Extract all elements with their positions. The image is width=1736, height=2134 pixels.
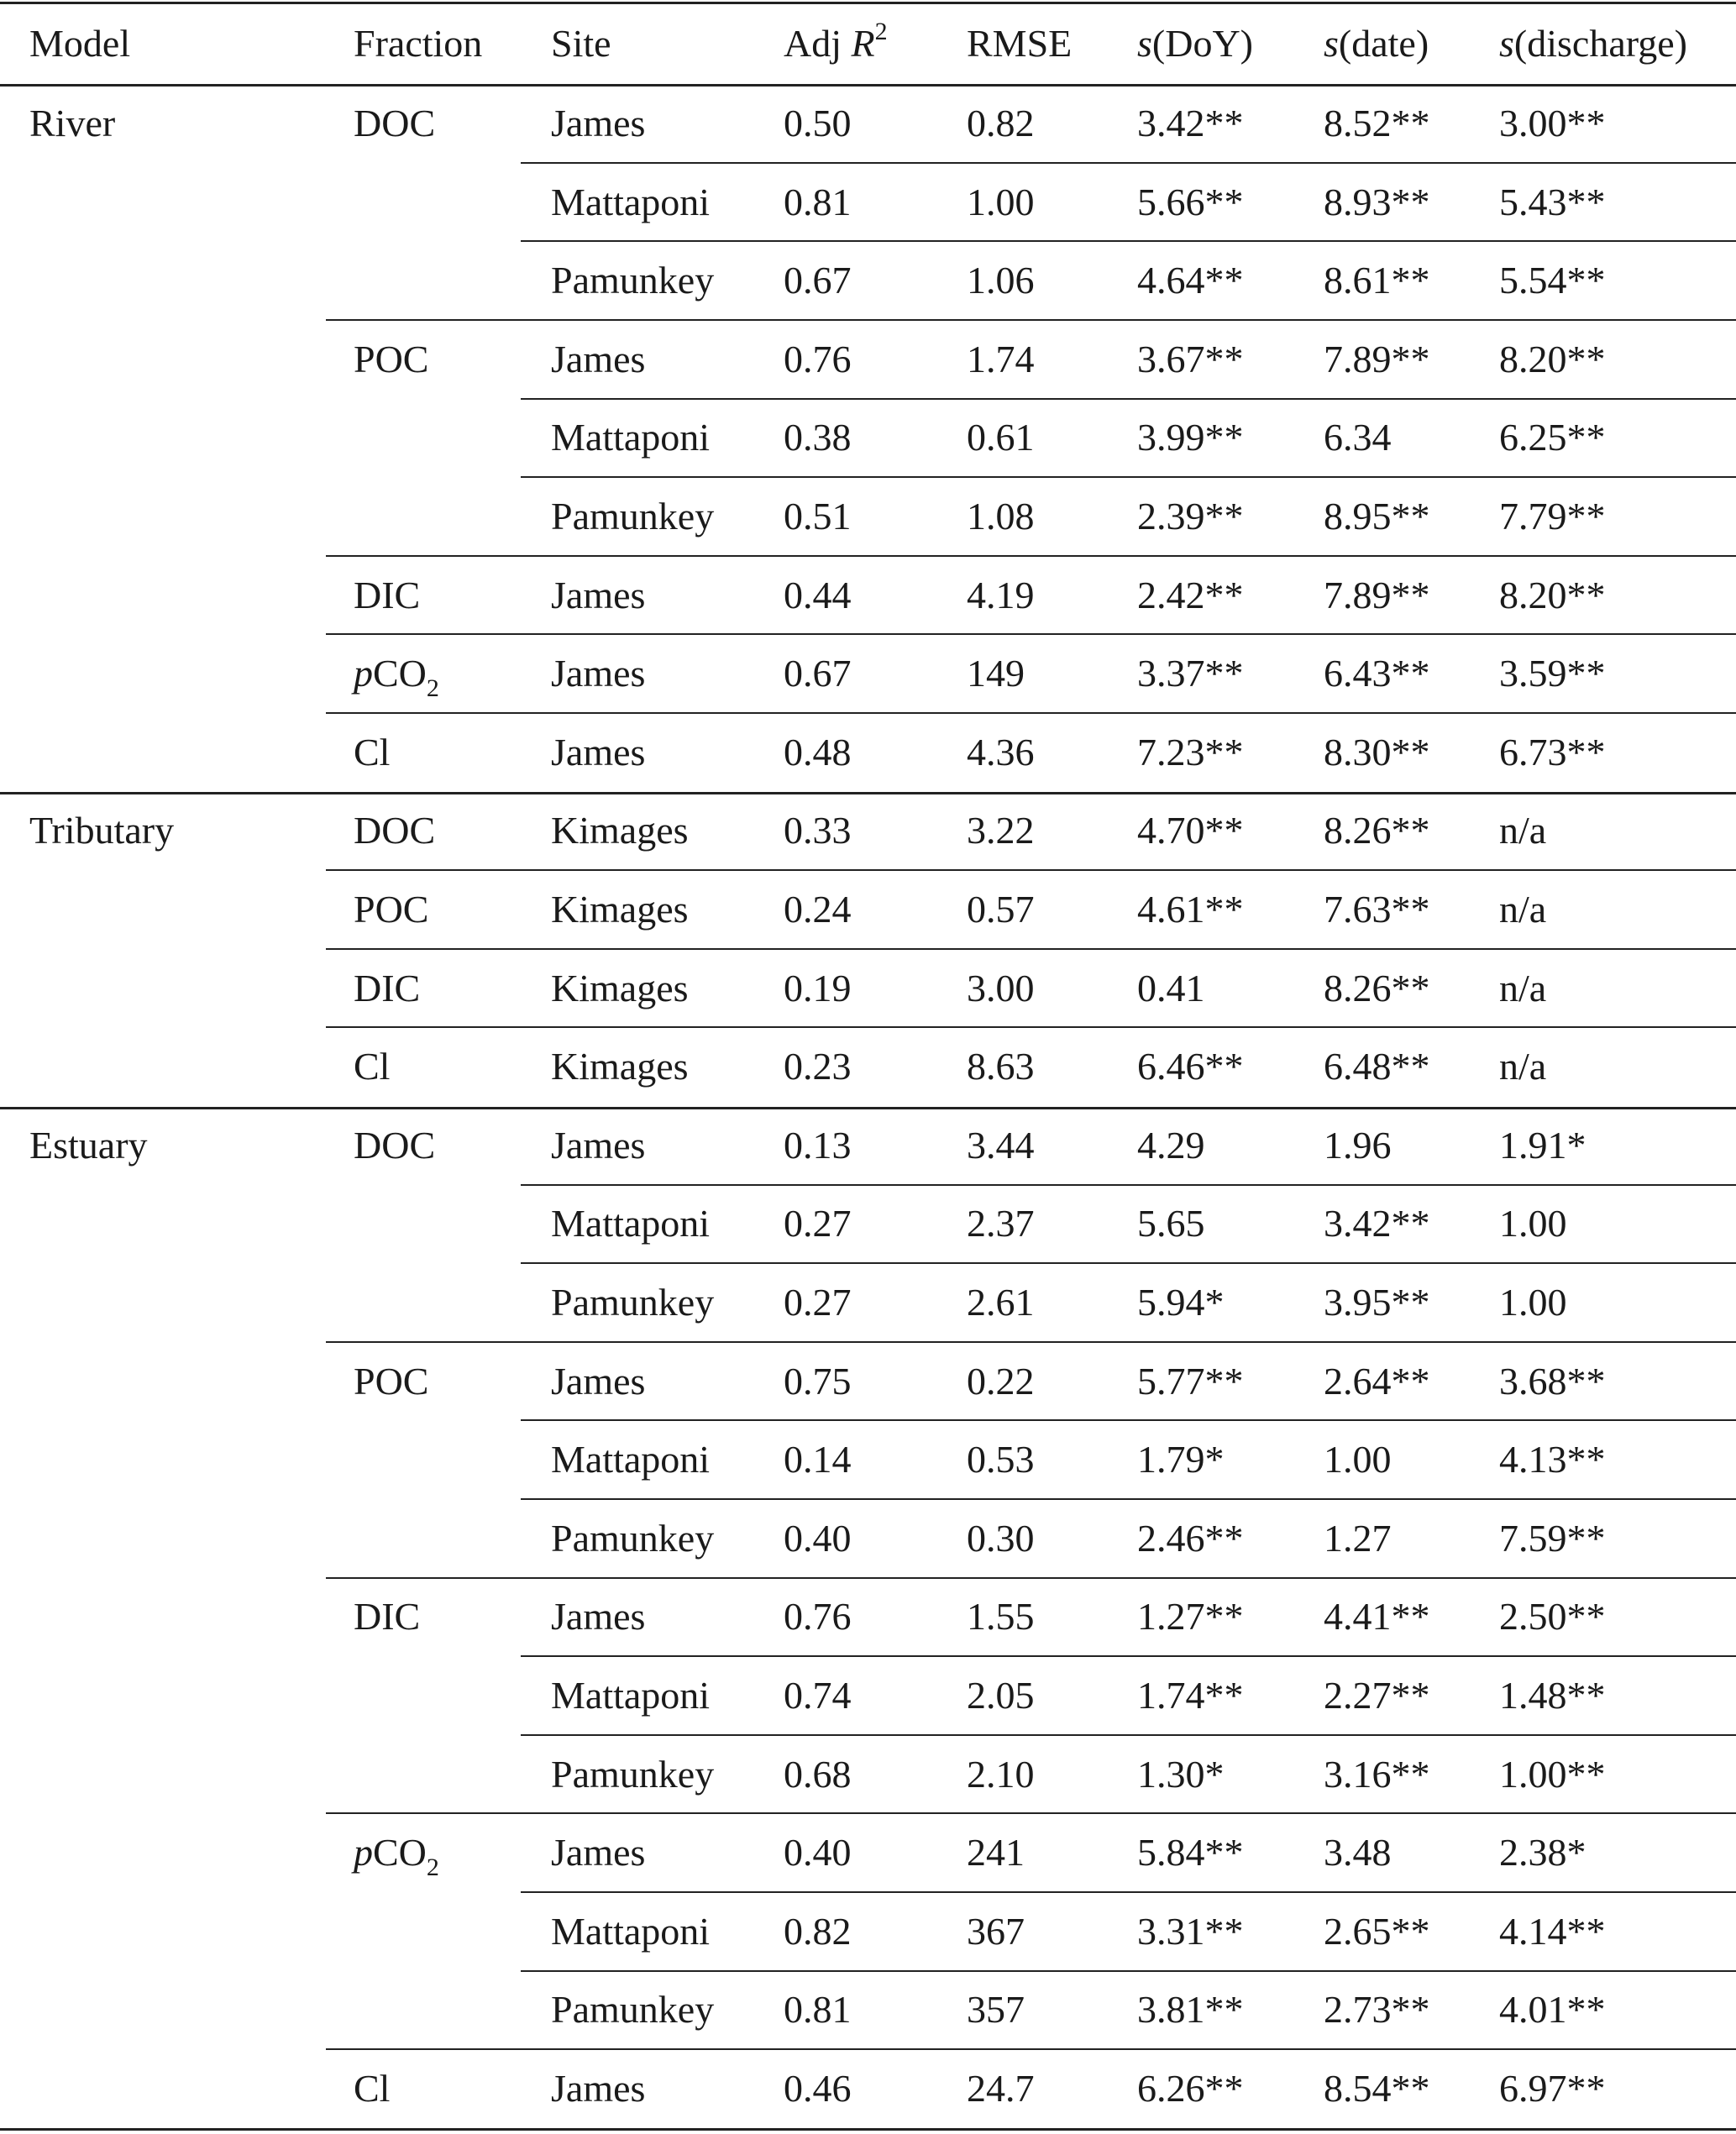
table-cell-s_doy: 1.30* xyxy=(1137,1752,1225,1796)
table-cell-s_date: 2.73** xyxy=(1324,1988,1430,2032)
fraction-label: DIC xyxy=(354,1595,421,1639)
table-cell-s_doy: 1.74** xyxy=(1137,1674,1244,1717)
table-cell-s_discharge: 4.14** xyxy=(1499,1909,1606,1953)
fraction-label: Cl xyxy=(354,1045,391,1088)
table-cell-s_doy: 2.39** xyxy=(1137,495,1244,537)
model-label: Estuary xyxy=(29,1123,148,1167)
header-rmse: RMSE xyxy=(967,22,1073,65)
table-cell-adj_r2: 0.82 xyxy=(784,1909,852,1953)
fraction-label: DOC xyxy=(354,809,436,852)
table-cell-rmse: 1.74 xyxy=(967,337,1035,380)
table-cell-adj_r2: 0.40 xyxy=(784,1516,852,1560)
table-cell-s_doy: 5.84** xyxy=(1137,1831,1244,1874)
table-cell-s_discharge: 8.20** xyxy=(1499,337,1606,380)
table-cell-site: James xyxy=(551,337,646,380)
table-cell-rmse: 2.37 xyxy=(967,1202,1035,1245)
table-cell-adj_r2: 0.51 xyxy=(784,495,852,537)
table-cell-s_date: 3.48 xyxy=(1324,1831,1392,1874)
site-rule xyxy=(521,1970,1736,1972)
table-cell-s_doy: 6.46** xyxy=(1137,1045,1244,1088)
table-cell-s_doy: 7.23** xyxy=(1137,730,1244,773)
table-cell-rmse: 1.06 xyxy=(967,259,1035,302)
table-cell-adj_r2: 0.24 xyxy=(784,888,852,931)
table-cell-rmse: 2.05 xyxy=(967,1674,1035,1717)
table-cell-site: James xyxy=(551,652,646,695)
table-cell-s_discharge: n/a xyxy=(1499,1045,1547,1088)
table-cell-s_doy: 2.42** xyxy=(1137,573,1244,616)
fraction-rule xyxy=(326,1577,1736,1579)
header-s_discharge: s(discharge) xyxy=(1499,22,1687,65)
table-cell-s_discharge: 6.73** xyxy=(1499,730,1606,773)
fraction-label: POC xyxy=(354,888,429,931)
table-cell-s_date: 7.89** xyxy=(1324,337,1430,380)
fraction-rule xyxy=(326,1026,1736,1028)
table-cell-rmse: 8.63 xyxy=(967,1045,1035,1088)
table-cell-adj_r2: 0.75 xyxy=(784,1359,852,1403)
site-rule xyxy=(521,1734,1736,1736)
table-cell-s_discharge: n/a xyxy=(1499,966,1547,1009)
table-cell-s_doy: 4.64** xyxy=(1137,259,1244,302)
table-cell-rmse: 3.00 xyxy=(967,966,1035,1009)
table-cell-site: Kimages xyxy=(551,1045,689,1088)
table-cell-s_date: 3.42** xyxy=(1324,1202,1430,1245)
table-cell-s_discharge: 3.68** xyxy=(1499,1359,1606,1403)
fraction-label: pCO$_2$ xyxy=(354,652,439,703)
fraction-label: Cl xyxy=(354,730,391,773)
table-cell-rmse: 1.55 xyxy=(967,1595,1035,1639)
table-cell-s_doy: 3.99** xyxy=(1137,416,1244,459)
table-cell-s_date: 7.63** xyxy=(1324,888,1430,931)
table-cell-s_date: 3.16** xyxy=(1324,1752,1430,1796)
table-cell-adj_r2: 0.46 xyxy=(784,2067,852,2110)
table-cell-rmse: 0.53 xyxy=(967,1438,1035,1481)
table-cell-s_discharge: 6.25** xyxy=(1499,416,1606,459)
table-cell-site: James xyxy=(551,573,646,616)
table-cell-s_doy: 5.94* xyxy=(1137,1281,1225,1324)
table-cell-adj_r2: 0.76 xyxy=(784,1595,852,1639)
table-cell-adj_r2: 0.48 xyxy=(784,730,852,773)
table-cell-site: Pamunkey xyxy=(551,259,715,302)
table-cell-adj_r2: 0.67 xyxy=(784,652,852,695)
fraction-rule xyxy=(326,633,1736,635)
group-rule xyxy=(0,792,1736,794)
table-cell-s_discharge: 5.54** xyxy=(1499,259,1606,302)
bottom-rule xyxy=(0,2128,1736,2131)
header-s_doy: s(DoY) xyxy=(1137,22,1253,65)
site-rule xyxy=(521,1262,1736,1264)
table-cell-s_discharge: 1.00 xyxy=(1499,1281,1567,1324)
fraction-label: DOC xyxy=(354,102,436,144)
table-cell-s_date: 7.89** xyxy=(1324,573,1430,616)
site-rule xyxy=(521,476,1736,478)
fraction-label: POC xyxy=(354,1359,429,1403)
table-cell-site: Pamunkey xyxy=(551,495,715,537)
table-cell-s_discharge: 8.20** xyxy=(1499,573,1606,616)
header-s_date: s(date) xyxy=(1324,22,1429,65)
table-cell-rmse: 0.82 xyxy=(967,102,1035,144)
table-cell-rmse: 0.57 xyxy=(967,888,1035,931)
table-cell-s_date: 8.54** xyxy=(1324,2067,1430,2110)
table-cell-s_date: 1.96 xyxy=(1324,1123,1392,1167)
table-cell-s_discharge: n/a xyxy=(1499,809,1547,852)
table-cell-site: Mattaponi xyxy=(551,1674,711,1717)
table-cell-site: James xyxy=(551,1595,646,1639)
site-rule xyxy=(521,1184,1736,1186)
table-cell-adj_r2: 0.14 xyxy=(784,1438,852,1481)
table-cell-rmse: 367 xyxy=(967,1909,1025,1953)
table-cell-site: James xyxy=(551,1831,646,1874)
top-rule xyxy=(0,2,1736,4)
table-cell-rmse: 0.30 xyxy=(967,1516,1035,1560)
table-cell-s_discharge: 6.97** xyxy=(1499,2067,1606,2110)
table-cell-adj_r2: 0.40 xyxy=(784,1831,852,1874)
table-cell-s_discharge: 1.00 xyxy=(1499,1202,1567,1245)
table-cell-s_discharge: 1.91* xyxy=(1499,1123,1587,1167)
table-cell-s_doy: 3.42** xyxy=(1137,102,1244,144)
table-cell-adj_r2: 0.27 xyxy=(784,1202,852,1245)
fraction-label: DIC xyxy=(354,573,421,616)
fraction-label: DOC xyxy=(354,1123,436,1167)
model-label: Tributary xyxy=(29,809,175,852)
table-cell-s_doy: 0.41 xyxy=(1137,966,1205,1009)
table-cell-s_doy: 1.79* xyxy=(1137,1438,1225,1481)
table-cell-adj_r2: 0.38 xyxy=(784,416,852,459)
fraction-rule xyxy=(326,1341,1736,1343)
table-cell-adj_r2: 0.81 xyxy=(784,180,852,223)
table-cell-adj_r2: 0.23 xyxy=(784,1045,852,1088)
table-cell-site: Mattaponi xyxy=(551,1202,711,1245)
table-cell-s_doy: 4.61** xyxy=(1137,888,1244,931)
site-rule xyxy=(521,240,1736,242)
table-cell-s_doy: 5.65 xyxy=(1137,1202,1205,1245)
table-cell-s_date: 8.26** xyxy=(1324,809,1430,852)
site-rule xyxy=(521,162,1736,164)
table-cell-rmse: 0.22 xyxy=(967,1359,1035,1403)
table-cell-site: Kimages xyxy=(551,809,689,852)
table-cell-s_date: 6.48** xyxy=(1324,1045,1430,1088)
fraction-rule xyxy=(326,1812,1736,1814)
table-cell-s_date: 8.52** xyxy=(1324,102,1430,144)
table-cell-rmse: 3.22 xyxy=(967,809,1035,852)
table-cell-adj_r2: 0.27 xyxy=(784,1281,852,1324)
table-cell-s_date: 6.43** xyxy=(1324,652,1430,695)
table-cell-s_discharge: 4.13** xyxy=(1499,1438,1606,1481)
site-rule xyxy=(521,1498,1736,1500)
table-cell-rmse: 149 xyxy=(967,652,1025,695)
table-cell-site: James xyxy=(551,2067,646,2110)
fraction-rule xyxy=(326,2048,1736,2050)
table-cell-site: James xyxy=(551,1359,646,1403)
table-cell-s_doy: 4.29 xyxy=(1137,1123,1205,1167)
table-cell-s_date: 8.95** xyxy=(1324,495,1430,537)
table-cell-site: James xyxy=(551,102,646,144)
fraction-rule xyxy=(326,319,1736,321)
fraction-label: pCO$_2$ xyxy=(354,1831,439,1882)
table-cell-s_discharge: 2.50** xyxy=(1499,1595,1606,1639)
site-rule xyxy=(521,398,1736,400)
table-cell-s_discharge: 2.38* xyxy=(1499,1831,1587,1874)
model-label: River xyxy=(29,102,116,144)
table-cell-adj_r2: 0.67 xyxy=(784,259,852,302)
table-cell-adj_r2: 0.44 xyxy=(784,573,852,616)
table-cell-rmse: 0.61 xyxy=(967,416,1035,459)
table-cell-site: Mattaponi xyxy=(551,416,711,459)
table-cell-rmse: 4.19 xyxy=(967,573,1035,616)
table-cell-site: Pamunkey xyxy=(551,1752,715,1796)
header-fraction: Fraction xyxy=(354,22,483,65)
table-cell-s_doy: 1.27** xyxy=(1137,1595,1244,1639)
table-cell-site: Mattaponi xyxy=(551,1909,711,1953)
group-rule xyxy=(0,1107,1736,1109)
table-cell-rmse: 4.36 xyxy=(967,730,1035,773)
table-cell-s_discharge: n/a xyxy=(1499,888,1547,931)
table-cell-rmse: 24.7 xyxy=(967,2067,1035,2110)
table-cell-s_date: 8.61** xyxy=(1324,259,1430,302)
table-cell-s_discharge: 1.00** xyxy=(1499,1752,1606,1796)
table-cell-s_discharge: 7.79** xyxy=(1499,495,1606,537)
table-cell-s_discharge: 3.59** xyxy=(1499,652,1606,695)
table-cell-rmse: 357 xyxy=(967,1988,1025,2032)
table-cell-s_discharge: 5.43** xyxy=(1499,180,1606,223)
table-cell-site: Kimages xyxy=(551,966,689,1009)
header-rule xyxy=(0,84,1736,87)
table-cell-s_date: 8.26** xyxy=(1324,966,1430,1009)
table-cell-site: James xyxy=(551,1123,646,1167)
table-cell-s_date: 2.27** xyxy=(1324,1674,1430,1717)
fraction-label: DIC xyxy=(354,966,421,1009)
site-rule xyxy=(521,1419,1736,1421)
site-rule xyxy=(521,1891,1736,1893)
table-cell-s_doy: 2.46** xyxy=(1137,1516,1244,1560)
table-cell-adj_r2: 0.33 xyxy=(784,809,852,852)
table-cell-s_doy: 6.26** xyxy=(1137,2067,1244,2110)
header-adj_r2: Adj $R^2$ xyxy=(784,18,888,65)
table-cell-s_doy: 3.67** xyxy=(1137,337,1244,380)
table-cell-site: Pamunkey xyxy=(551,1516,715,1560)
table-cell-adj_r2: 0.68 xyxy=(784,1752,852,1796)
table-cell-s_date: 3.95** xyxy=(1324,1281,1430,1324)
table-cell-rmse: 2.10 xyxy=(967,1752,1035,1796)
table-cell-adj_r2: 0.13 xyxy=(784,1123,852,1167)
table-cell-s_discharge: 4.01** xyxy=(1499,1988,1606,2032)
table-cell-s_discharge: 3.00** xyxy=(1499,102,1606,144)
table-cell-s_date: 8.93** xyxy=(1324,180,1430,223)
table-cell-s_discharge: 1.48** xyxy=(1499,1674,1606,1717)
table-cell-s_date: 4.41** xyxy=(1324,1595,1430,1639)
fraction-label: Cl xyxy=(354,2067,391,2110)
fraction-label: POC xyxy=(354,337,429,380)
table-cell-s_date: 8.30** xyxy=(1324,730,1430,773)
table-cell-s_doy: 5.77** xyxy=(1137,1359,1244,1403)
table-cell-rmse: 1.08 xyxy=(967,495,1035,537)
table-cell-adj_r2: 0.76 xyxy=(784,337,852,380)
header-site: Site xyxy=(551,22,611,65)
table-cell-adj_r2: 0.19 xyxy=(784,966,852,1009)
table-cell-adj_r2: 0.81 xyxy=(784,1988,852,2032)
table-cell-site: Mattaponi xyxy=(551,1438,711,1481)
table-cell-rmse: 3.44 xyxy=(967,1123,1035,1167)
header-model: Model xyxy=(29,22,131,65)
table-cell-site: Pamunkey xyxy=(551,1281,715,1324)
site-rule xyxy=(521,1655,1736,1657)
table-cell-s_date: 6.34 xyxy=(1324,416,1392,459)
table-cell-s_doy: 4.70** xyxy=(1137,809,1244,852)
table-cell-site: Pamunkey xyxy=(551,1988,715,2032)
table-cell-s_doy: 3.37** xyxy=(1137,652,1244,695)
table-cell-s_doy: 3.31** xyxy=(1137,1909,1244,1953)
table-cell-s_discharge: 7.59** xyxy=(1499,1516,1606,1560)
table-cell-adj_r2: 0.74 xyxy=(784,1674,852,1717)
fraction-rule xyxy=(326,869,1736,871)
fraction-rule xyxy=(326,712,1736,714)
table-cell-adj_r2: 0.50 xyxy=(784,102,852,144)
table-cell-s_doy: 3.81** xyxy=(1137,1988,1244,2032)
fraction-rule xyxy=(326,948,1736,950)
fraction-rule xyxy=(326,555,1736,557)
table-cell-rmse: 1.00 xyxy=(967,180,1035,223)
table-cell-rmse: 2.61 xyxy=(967,1281,1035,1324)
table-cell-s_date: 2.64** xyxy=(1324,1359,1430,1403)
table-cell-s_date: 2.65** xyxy=(1324,1909,1430,1953)
table-cell-s_doy: 5.66** xyxy=(1137,180,1244,223)
table-cell-s_date: 1.00 xyxy=(1324,1438,1392,1481)
table-cell-site: James xyxy=(551,730,646,773)
table-cell-site: Mattaponi xyxy=(551,180,711,223)
table-cell-site: Kimages xyxy=(551,888,689,931)
table-cell-rmse: 241 xyxy=(967,1831,1025,1874)
table-cell-s_date: 1.27 xyxy=(1324,1516,1392,1560)
